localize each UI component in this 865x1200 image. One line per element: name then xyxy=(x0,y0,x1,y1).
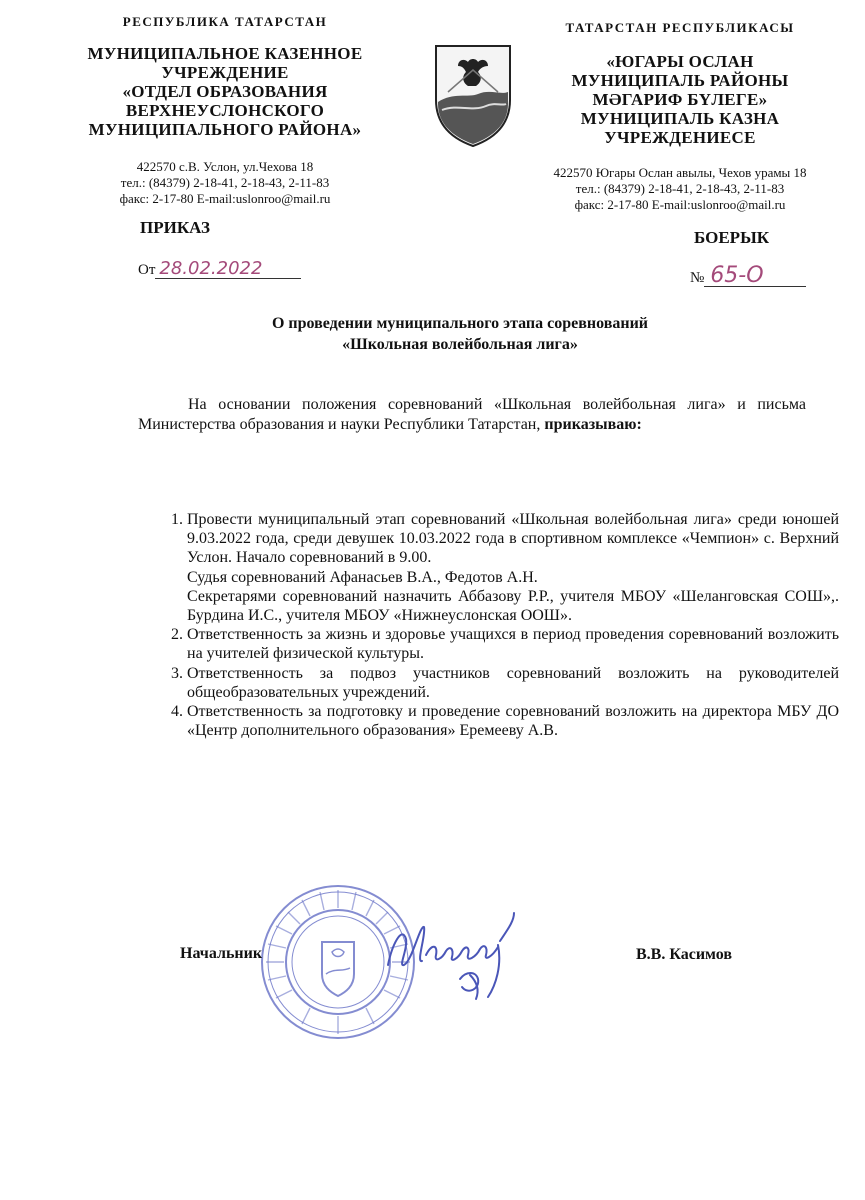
org-line: МӘГАРИФ БҮЛЕГЕ» xyxy=(592,90,768,109)
number-prefix: № xyxy=(690,270,705,286)
phone: тел.: (84379) 2-18-41, 2-18-43, 2-11-83 xyxy=(575,181,785,196)
title-line: О проведении муниципального этапа соревнований xyxy=(271,315,649,332)
org-line: ВЕРХНЕУСЛОНСКОГО xyxy=(125,101,325,120)
order-item xyxy=(187,510,839,625)
item-paragraph: 4. Ответственность за подготовку и проведение соревнований возложить на директора МБУ ДО «Центр дополнительного образования» Еремееву А.В. xyxy=(187,703,839,740)
phone: тел.: (84379) 2-18-41, 2-18-43, 2-11-83 xyxy=(120,175,330,190)
fax-email: факс: 2-17-80 E-mail:uslonroo@mail.ru xyxy=(574,197,786,212)
order-word: приказываю: xyxy=(544,416,642,433)
signer-role: Начальник xyxy=(180,945,263,962)
item-paragraph: Секретарями соревнований назначить Аббазову Р.Р., учителя МБОУ «Шеланговская СОШ»,. Бурдина И.С., учителя МБОУ «Нижнеуслонская ООШ». xyxy=(187,587,839,625)
basis-text: На основании положения соревнований «Школьная волейбольная лига» и письма Министерства образования и науки Республики Татарстан, xyxy=(138,396,806,433)
item-paragraph: 2. Ответственность за жизнь и здоровье учащихся в период проведения соревнований возложить на учителей физической культуры. xyxy=(187,626,839,663)
doc-type-ru: ПРИКАЗ xyxy=(140,218,210,237)
contacts-tt xyxy=(505,165,855,213)
signer-name: В.В. Касимов xyxy=(636,946,732,963)
org-line: МУНИЦИПАЛЬ КАЗНА xyxy=(580,109,780,128)
item-paragraph: Судья соревнований Афанасьев В.А., Федотов А.Н. xyxy=(187,568,538,586)
order-basis xyxy=(138,395,806,435)
date-value: 28.02.2022 xyxy=(155,260,301,279)
item-paragraph: 1. Провести муниципальный этап соревнований «Школьная волейбольная лига» среди юношей 9.03.2022 года, среди девушек 10.03.2022 года в спортивном комплексе «Чемпион» с. Верхний Услон. Начало соревнований в 9.00. xyxy=(187,511,839,567)
order-items xyxy=(147,510,839,740)
address: 422570 Югары Ослан авылы, Чехов урамы 18 xyxy=(553,165,807,180)
org-line: МУНИЦИПАЛЬНОЕ КАЗЕННОЕ xyxy=(87,44,363,63)
date-prefix: От xyxy=(138,262,156,278)
number-value: 65-О xyxy=(704,266,806,287)
order-item xyxy=(187,625,839,663)
address: 422570 с.В. Услон, ул.Чехова 18 xyxy=(136,159,314,174)
order-item xyxy=(187,664,839,702)
org-line: МУНИЦИПАЛЬ РАЙОНЫ xyxy=(571,71,789,90)
item-paragraph: 3. Ответственность за подвоз участников соревнований возложить на руководителей общеобразовательных учреждений. xyxy=(187,664,839,701)
org-line: «ЮГАРЫ ОСЛАН xyxy=(606,52,754,71)
org-line: МУНИЦИПАЛЬНОГО РАЙОНА» xyxy=(88,120,362,139)
org-line: УЧРЕЖДЕНИЕСЕ xyxy=(604,128,756,147)
title-line: «Школьная волейбольная лига» xyxy=(342,336,578,353)
header-right xyxy=(505,20,855,213)
doc-type-tt: БОЕРЫК xyxy=(694,228,770,247)
republic-name-tt: ТАТАРСТАН РЕСПУБЛИКАСЫ xyxy=(565,20,795,35)
order-date xyxy=(138,260,301,279)
contacts-ru xyxy=(50,159,400,207)
org-name-ru xyxy=(50,44,400,139)
fax-email: факс: 2-17-80 E-mail:uslonroo@mail.ru xyxy=(119,191,331,206)
order-item xyxy=(187,702,839,740)
signature-icon xyxy=(380,905,530,1005)
org-name-tt xyxy=(505,52,855,147)
order-number xyxy=(690,263,806,288)
org-line: «ОТДЕЛ ОБРАЗОВАНИЯ xyxy=(122,82,328,101)
order-title xyxy=(180,313,740,355)
header-left xyxy=(50,14,400,207)
republic-name-ru: РЕСПУБЛИКА ТАТАРСТАН xyxy=(122,14,328,29)
org-line: УЧРЕЖДЕНИЕ xyxy=(161,63,289,82)
